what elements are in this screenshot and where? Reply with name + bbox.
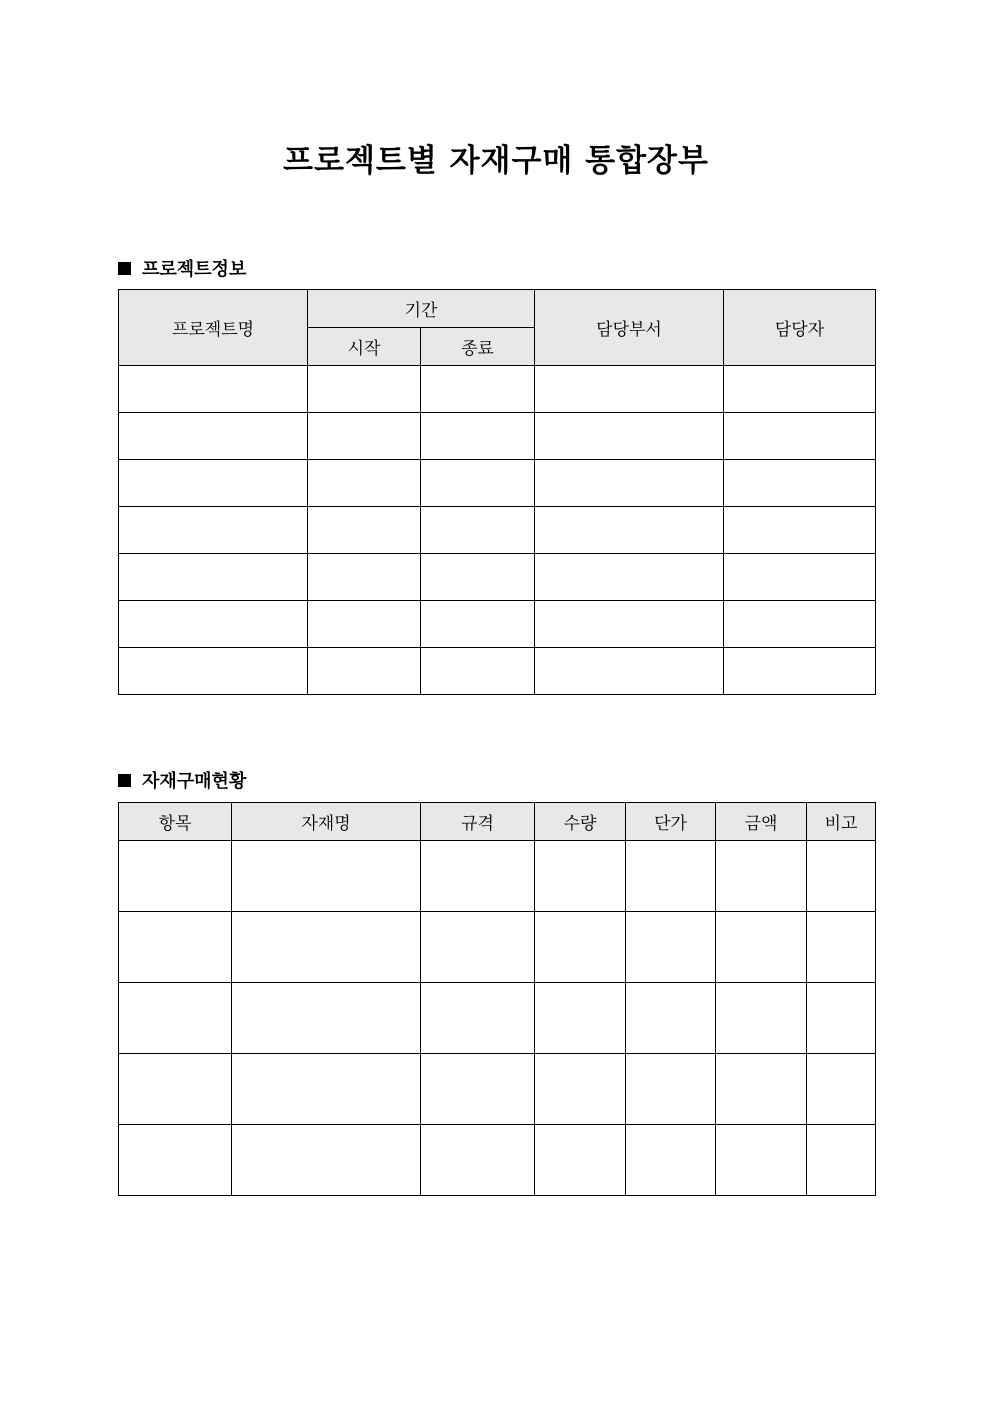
header-project-name: 프로젝트명 xyxy=(119,290,308,366)
cell-project-name[interactable] xyxy=(119,554,308,601)
cell-department[interactable] xyxy=(535,554,724,601)
document-title: 프로젝트별 자재구매 통합장부 xyxy=(283,143,709,179)
cell-manager[interactable] xyxy=(724,366,876,413)
cell-end[interactable] xyxy=(421,366,535,413)
cell-start[interactable] xyxy=(308,366,421,413)
header-period: 기간 xyxy=(308,290,535,328)
cell-start[interactable] xyxy=(308,601,421,648)
header-manager: 담당자 xyxy=(724,290,876,366)
table-row xyxy=(119,601,876,648)
cell-amount[interactable] xyxy=(716,841,807,912)
table-row xyxy=(119,1054,876,1125)
cell-unit-price[interactable] xyxy=(626,1125,716,1196)
material-purchase-heading-label: 자재구매현황 xyxy=(142,771,247,792)
cell-manager[interactable] xyxy=(724,601,876,648)
cell-start[interactable] xyxy=(308,460,421,507)
cell-item[interactable] xyxy=(119,1125,232,1196)
cell-unit-price[interactable] xyxy=(626,912,716,983)
cell-end[interactable] xyxy=(421,601,535,648)
cell-spec[interactable] xyxy=(421,1125,535,1196)
cell-spec[interactable] xyxy=(421,841,535,912)
cell-remarks[interactable] xyxy=(807,912,876,983)
cell-quantity[interactable] xyxy=(535,983,626,1054)
table-row xyxy=(119,366,876,413)
cell-end[interactable] xyxy=(421,554,535,601)
table-row xyxy=(119,460,876,507)
cell-project-name[interactable] xyxy=(119,366,308,413)
header-remarks: 비고 xyxy=(807,803,876,841)
table-row xyxy=(119,1125,876,1196)
header-end: 종료 xyxy=(421,328,535,366)
cell-start[interactable] xyxy=(308,648,421,695)
header-unit-price: 단가 xyxy=(626,803,716,841)
cell-department[interactable] xyxy=(535,601,724,648)
cell-unit-price[interactable] xyxy=(626,983,716,1054)
cell-remarks[interactable] xyxy=(807,983,876,1054)
cell-start[interactable] xyxy=(308,554,421,601)
cell-spec[interactable] xyxy=(421,1054,535,1125)
cell-project-name[interactable] xyxy=(119,460,308,507)
cell-end[interactable] xyxy=(421,413,535,460)
cell-start[interactable] xyxy=(308,507,421,554)
material-purchase-heading xyxy=(118,767,246,793)
cell-item[interactable] xyxy=(119,1054,232,1125)
cell-remarks[interactable] xyxy=(807,1125,876,1196)
cell-quantity[interactable] xyxy=(535,1054,626,1125)
cell-project-name[interactable] xyxy=(119,507,308,554)
material-purchase-body xyxy=(119,841,876,1196)
material-purchase-table xyxy=(118,802,876,1196)
table-row xyxy=(119,841,876,912)
project-info-table xyxy=(118,289,876,695)
cell-spec[interactable] xyxy=(421,983,535,1054)
cell-amount[interactable] xyxy=(716,1125,807,1196)
cell-project-name[interactable] xyxy=(119,648,308,695)
cell-project-name[interactable] xyxy=(119,601,308,648)
header-amount: 금액 xyxy=(716,803,807,841)
header-spec: 규격 xyxy=(421,803,535,841)
cell-department[interactable] xyxy=(535,648,724,695)
cell-end[interactable] xyxy=(421,507,535,554)
cell-quantity[interactable] xyxy=(535,1125,626,1196)
material-header-row xyxy=(119,803,876,841)
square-bullet-icon xyxy=(118,262,131,275)
cell-remarks[interactable] xyxy=(807,1054,876,1125)
cell-material-name[interactable] xyxy=(232,1125,421,1196)
cell-remarks[interactable] xyxy=(807,841,876,912)
cell-amount[interactable] xyxy=(716,983,807,1054)
table-row xyxy=(119,554,876,601)
cell-manager[interactable] xyxy=(724,554,876,601)
table-row xyxy=(119,983,876,1054)
cell-item[interactable] xyxy=(119,841,232,912)
table-row xyxy=(119,648,876,695)
project-info-heading xyxy=(118,255,246,281)
header-quantity: 수량 xyxy=(535,803,626,841)
cell-quantity[interactable] xyxy=(535,841,626,912)
header-start: 시작 xyxy=(308,328,421,366)
project-info-heading-label: 프로젝트정보 xyxy=(142,259,247,280)
project-info-body xyxy=(119,366,876,695)
cell-item[interactable] xyxy=(119,912,232,983)
cell-item[interactable] xyxy=(119,983,232,1054)
cell-end[interactable] xyxy=(421,460,535,507)
cell-material-name[interactable] xyxy=(232,841,421,912)
cell-department[interactable] xyxy=(535,460,724,507)
cell-quantity[interactable] xyxy=(535,912,626,983)
cell-unit-price[interactable] xyxy=(626,1054,716,1125)
cell-manager[interactable] xyxy=(724,648,876,695)
cell-material-name[interactable] xyxy=(232,1054,421,1125)
cell-spec[interactable] xyxy=(421,912,535,983)
cell-end[interactable] xyxy=(421,648,535,695)
header-item: 항목 xyxy=(119,803,232,841)
cell-department[interactable] xyxy=(535,507,724,554)
cell-manager[interactable] xyxy=(724,507,876,554)
square-bullet-icon xyxy=(118,774,131,787)
cell-manager[interactable] xyxy=(724,413,876,460)
cell-amount[interactable] xyxy=(716,912,807,983)
cell-amount[interactable] xyxy=(716,1054,807,1125)
table-row xyxy=(119,507,876,554)
header-department: 담당부서 xyxy=(535,290,724,366)
table-row xyxy=(119,912,876,983)
cell-project-name[interactable] xyxy=(119,413,308,460)
cell-unit-price[interactable] xyxy=(626,841,716,912)
cell-material-name[interactable] xyxy=(232,983,421,1054)
table-row xyxy=(119,413,876,460)
cell-department[interactable] xyxy=(535,366,724,413)
cell-department[interactable] xyxy=(535,413,724,460)
cell-manager[interactable] xyxy=(724,460,876,507)
cell-start[interactable] xyxy=(308,413,421,460)
header-material-name: 자재명 xyxy=(232,803,421,841)
cell-material-name[interactable] xyxy=(232,912,421,983)
